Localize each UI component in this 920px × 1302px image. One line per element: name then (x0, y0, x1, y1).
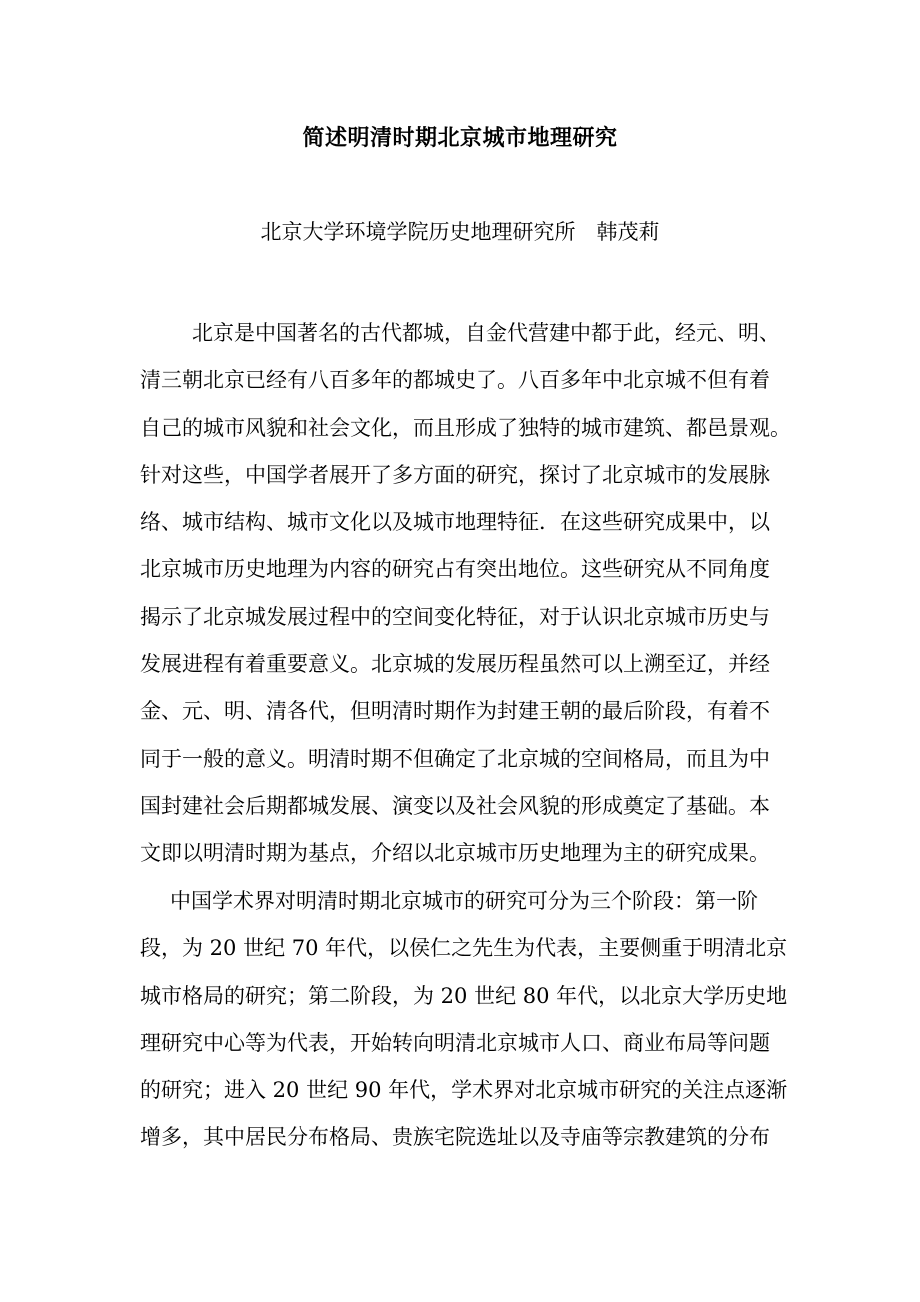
paragraph-line: 城市格局的研究；第二阶段，为 20 世纪 80 年代，以北京大学历史地 (140, 983, 788, 1008)
paragraph-2 (140, 878, 788, 1162)
author-affiliation: 北京大学环境学院历史地理研究所 韩茂莉 (260, 220, 660, 244)
paragraph-line: 络、城市结构、城市文化以及城市地理特征．在这些研究成果中，以 (140, 510, 770, 535)
paragraph-line: 同于一般的意义。明清时期不但确定了北京城的空间格局，而且为中 (140, 746, 770, 771)
paragraph-line: 段，为 20 世纪 70 年代，以侯仁之先生为代表，主要侧重于明清北京 (140, 936, 788, 961)
paragraph-line: 国封建社会后期都城发展、演变以及社会风貌的形成奠定了基础。本 (140, 793, 770, 818)
paragraph-line: 的研究；进入 20 世纪 90 年代，学术界对北京城市研究的关注点逐渐 (140, 1078, 788, 1103)
paragraph-line: 中国学术界对明清时期北京城市的研究可分为三个阶段：第一阶 (170, 889, 758, 913)
paragraph-line: 北京是中国著名的古代都城，自金代营建中都于此，经元、明、 (192, 321, 780, 345)
paragraph-line: 发展进程有着重要意义。北京城的发展历程虽然可以上溯至辽，并经 (140, 652, 770, 677)
paragraph-line: 理研究中心等为代表，开始转向明清北京城市人口、商业布局等问题 (140, 1030, 770, 1055)
paragraph-line: 金、元、明、清各代，但明清时期作为封建王朝的最后阶段，有着不 (140, 699, 770, 724)
paragraph-1 (140, 310, 791, 878)
paragraph-line: 增多，其中居民分布格局、贵族宅院选址以及寺庙等宗教建筑的分布 (140, 1125, 770, 1150)
paragraph-line: 北京城市历史地理为内容的研究占有突出地位。这些研究从不同角度 (140, 557, 770, 582)
paragraph-line: 文即以明清时期为基点，介绍以北京城市历史地理为主的研究成果。 (140, 841, 770, 866)
paragraph-line: 针对这些，中国学者展开了多方面的研究，探讨了北京城市的发展脉 (140, 462, 770, 487)
paragraph-line: 揭示了北京城发展过程中的空间变化特征，对于认识北京城市历史与 (140, 604, 770, 629)
document-title: 简述明清时期北京城市地理研究 (302, 125, 618, 151)
paragraph-line: 自己的城市风貌和社会文化，而且形成了独特的城市建筑、都邑景观。 (140, 415, 791, 440)
paragraph-line: 清三朝北京已经有八百多年的都城史了。八百多年中北京城不但有着 (140, 368, 770, 393)
